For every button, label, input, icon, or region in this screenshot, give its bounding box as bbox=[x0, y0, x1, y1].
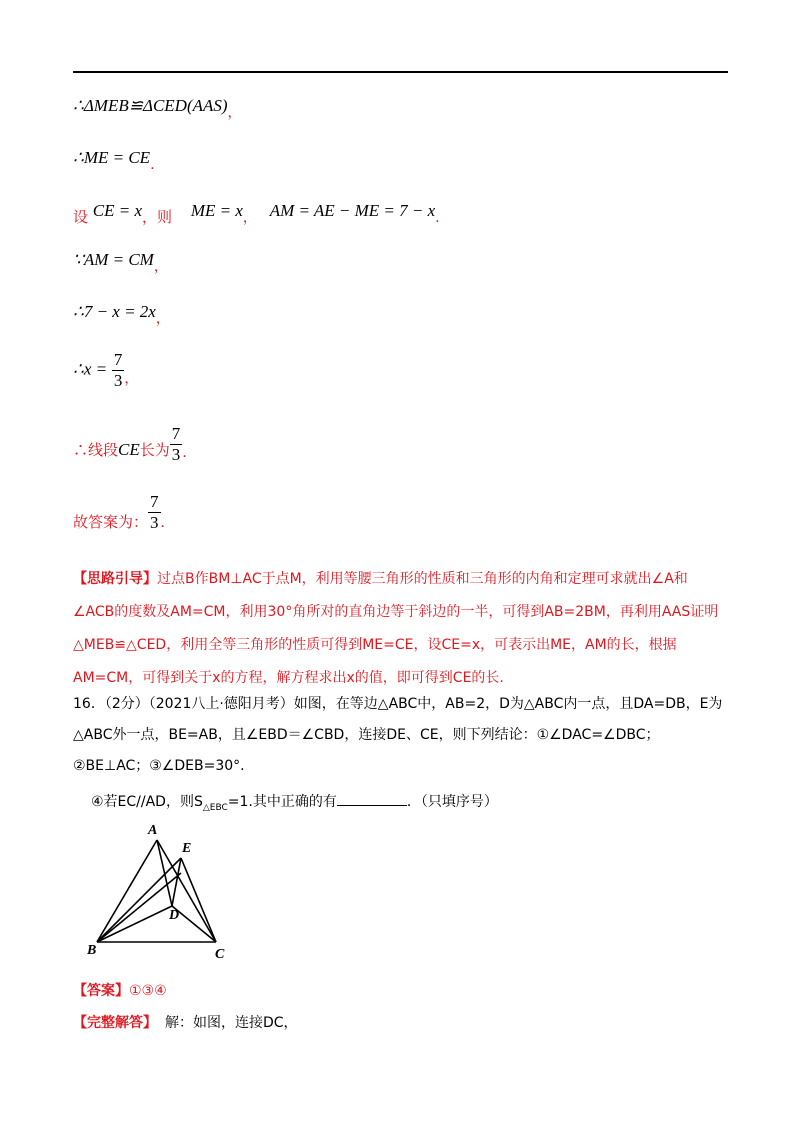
answer-line bbox=[73, 980, 167, 1000]
label-b: B bbox=[87, 943, 97, 958]
label-a: A bbox=[148, 823, 158, 838]
solution-label: 【完整解答】 bbox=[73, 1015, 157, 1031]
answer-blank bbox=[337, 791, 407, 806]
fraction: $\frac{7}{3}$ bbox=[171, 424, 181, 464]
label-d: D bbox=[169, 908, 180, 923]
step-ce-length: ∴线段CE长为 $\frac{7}{3}$ . bbox=[73, 424, 187, 464]
label-c: C bbox=[215, 947, 225, 962]
step-equation: ∴7 − x = 2x， bbox=[73, 302, 170, 327]
answer-value: ①③④ bbox=[129, 983, 167, 999]
step-congruence: ∴ΔMEB≌ΔCED(AAS)， bbox=[73, 96, 242, 121]
step-x-value: ∴x = $\frac{7}{3}$ ， bbox=[73, 350, 139, 390]
final-answer-line: 故答案为： $\frac{7}{3}$ . bbox=[73, 492, 165, 532]
solution-line: 【完整解答】 解：如图，连接DC， bbox=[73, 1015, 298, 1031]
triangle-figure bbox=[85, 820, 245, 965]
fraction: $\frac{7}{3}$ bbox=[113, 350, 123, 390]
label-e: E bbox=[182, 841, 192, 856]
hint-label: 【思路引导】 bbox=[73, 571, 157, 587]
fraction: $\frac{7}{3}$ bbox=[150, 492, 159, 532]
step-am-equals-cm: ∵AM = CM， bbox=[73, 250, 168, 275]
step-let-x: 设 CE = x，则 ME = x， AM = AE − ME = 7 − x. bbox=[73, 201, 440, 226]
problem-statement: 16．（2分）（2021八上·德阳月考）如图，在等边△ABC中，AB=2，D为△ABC内一点，且DA=DB，E为△ABC外一点，BE=AB，且∠EBD＝∠CBD，连接DE、CE，则下列结论：①∠DAC=∠DBC；②BE⊥AC；③∠DEB=30°. bbox=[73, 696, 723, 774]
header-rule bbox=[73, 71, 728, 73]
answer-label: 【答案】 bbox=[73, 983, 129, 999]
hint-paragraph: 【思路引导】过点B作BM⊥AC于点M，利用等腰三角形的性质和三角形的内角和定理可求就出∠A和∠ACB的度数及AM=CM，利用30°角所对的直角边等于斜边的一半，可得到AB=2BM，再利用AAS证明△MEB≌△CED，利用全等三角形的性质可得到ME=CE，设CE=x，可表示出ME，AM的长，根据AM=CM，可得到关于x的方程，解方程求出x的值，即可得到CE的长. bbox=[73, 571, 719, 686]
step-me-equals-ce: ∴ME = CE. bbox=[73, 148, 155, 173]
problem-line-4: ④若EC//AD，则$S_{\triangle EBC}=1$.其中正确的有 ．（只填序号） bbox=[91, 791, 498, 813]
